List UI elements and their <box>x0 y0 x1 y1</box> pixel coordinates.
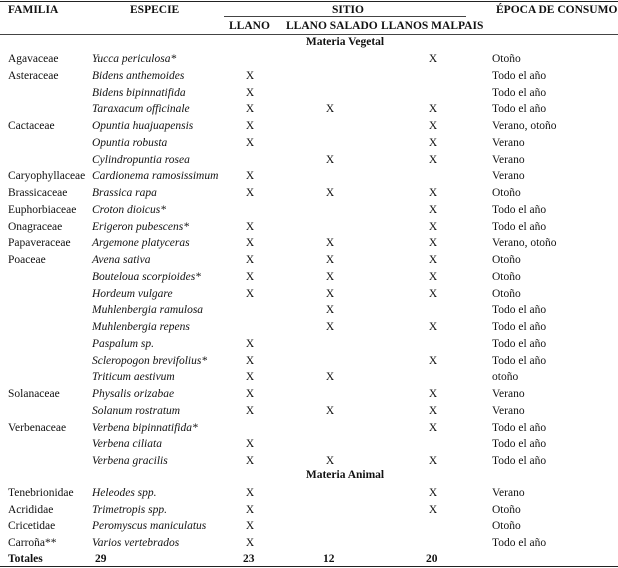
totals-especies: 29 <box>95 553 107 565</box>
salado-mark: X <box>325 371 335 384</box>
llano-mark: X <box>245 388 255 400</box>
llano-mark: X <box>245 69 255 82</box>
epoca-cell: Todo el año <box>492 86 547 99</box>
llano-mark: X <box>245 187 255 199</box>
epoca-cell: Otoño <box>492 53 521 65</box>
familia-cell: Cactaceae <box>8 120 55 132</box>
especie-cell: Physalis orizabae <box>92 388 175 400</box>
familia-cell: Papaveraceae <box>8 237 71 250</box>
salado-mark: X <box>325 103 335 116</box>
totals-salado: 12 <box>323 553 335 565</box>
table-bottom-rule <box>0 566 618 567</box>
familia-cell: Agavaceae <box>8 53 59 65</box>
salado-mark: X <box>325 287 335 300</box>
especie-cell: Heleodes spp. <box>92 487 157 499</box>
epoca-cell: Todo el año <box>492 455 547 467</box>
especie-cell: Cylindropuntia rosea <box>92 153 190 166</box>
especie-cell: Bidens bipinnatifida <box>92 86 186 99</box>
especie-cell: Varios vertebrados <box>92 536 180 549</box>
epoca-cell: Verano, otoño <box>492 237 557 250</box>
sitio-underline <box>224 16 466 17</box>
malpais-mark: X <box>428 136 438 149</box>
malpais-mark: X <box>428 120 438 132</box>
malpais-mark: X <box>428 487 438 499</box>
epoca-cell: Otoño <box>492 503 521 516</box>
header-especie: ESPECIE <box>130 4 180 16</box>
epoca-cell: Verano <box>492 487 525 499</box>
familia-cell: Verbenaceae <box>8 421 67 434</box>
epoca-cell: Otoño <box>492 287 521 300</box>
malpais-mark: X <box>428 287 438 300</box>
epoca-cell: Todo el año <box>492 337 547 350</box>
especie-cell: Solanum rostratum <box>92 404 181 417</box>
malpais-mark: X <box>428 103 438 116</box>
salado-mark: X <box>325 304 335 317</box>
familia-cell: Carroña** <box>8 536 57 549</box>
familia-cell: Tenebrionidae <box>8 487 74 499</box>
familia-cell: Asteraceae <box>8 69 59 82</box>
epoca-cell: Todo el año <box>492 321 547 333</box>
epoca-cell: Todo el año <box>492 536 547 549</box>
section-animal: Materia Animal <box>305 469 385 481</box>
malpais-mark: X <box>428 455 438 467</box>
malpais-mark: X <box>428 354 438 367</box>
header-llanos-malpais: LLANOS MALPAIS <box>381 20 484 32</box>
especie-cell: Erigeron pubescens* <box>92 220 189 233</box>
familia-cell: Acrididae <box>8 503 54 516</box>
epoca-cell: Otoño <box>492 270 521 283</box>
familia-cell: Caryophyllaceae <box>8 170 86 183</box>
llano-mark: X <box>245 220 255 233</box>
llano-mark: X <box>245 86 255 99</box>
especie-cell: Brassica rapa <box>92 187 157 199</box>
llano-mark: X <box>245 337 255 350</box>
epoca-cell: Otoño <box>492 187 521 199</box>
malpais-mark: X <box>428 388 438 400</box>
llano-mark: X <box>245 103 255 116</box>
epoca-cell: Todo el año <box>492 203 547 216</box>
familia-cell: Onagraceae <box>8 220 63 233</box>
header-epoca: ÉPOCA DE CONSUMO <box>496 4 618 16</box>
epoca-cell: Otoño <box>492 254 521 266</box>
totals-label: Totales <box>8 553 43 565</box>
llano-mark: X <box>245 503 255 516</box>
header-familia: FAMILIA <box>8 4 59 16</box>
header-sitio: SITIO <box>332 4 364 16</box>
especie-cell: Verbena bipinnatifida* <box>92 421 198 434</box>
familia-cell: Cricetidae <box>8 520 56 532</box>
especie-cell: Bouteloua scorpioides* <box>92 270 201 283</box>
epoca-cell: Todo el año <box>492 103 547 116</box>
header-llano: LLANO <box>229 20 270 32</box>
malpais-mark: X <box>428 270 438 283</box>
especie-cell: Bidens anthemoides <box>92 69 185 82</box>
especie-cell: Scleropogon brevifolius* <box>92 354 208 367</box>
especie-cell: Peromyscus maniculatus <box>92 520 207 532</box>
especie-cell: Muhlenbergia ramulosa <box>92 304 204 317</box>
malpais-mark: X <box>428 237 438 250</box>
epoca-cell: Otoño <box>492 520 521 532</box>
epoca-cell: Verano, otoño <box>492 120 557 132</box>
malpais-mark: X <box>428 254 438 266</box>
totals-malpais: 20 <box>426 553 438 565</box>
epoca-cell: Todo el año <box>492 438 547 451</box>
especie-cell: Avena sativa <box>92 254 151 266</box>
salado-mark: X <box>325 187 335 199</box>
table-top-rule <box>0 1 618 2</box>
salado-mark: X <box>325 404 335 417</box>
totals-llano: 23 <box>243 553 255 565</box>
malpais-mark: X <box>428 203 438 216</box>
header-llano-salado: LLANO SALADO <box>286 20 378 32</box>
familia-cell: Brassicaceae <box>8 187 68 199</box>
llano-mark: X <box>245 354 255 367</box>
familia-cell: Euphorbiaceae <box>8 203 77 216</box>
epoca-cell: Verano <box>492 153 525 166</box>
malpais-mark: X <box>428 404 438 417</box>
llano-mark: X <box>245 254 255 266</box>
epoca-cell: Todo el año <box>492 69 547 82</box>
llano-mark: X <box>245 170 255 183</box>
llano-mark: X <box>245 520 255 532</box>
epoca-cell: Todo el año <box>492 421 547 434</box>
llano-mark: X <box>245 404 255 417</box>
malpais-mark: X <box>428 421 438 434</box>
llano-mark: X <box>245 438 255 451</box>
salado-mark: X <box>325 153 335 166</box>
epoca-cell: otoño <box>492 371 519 384</box>
familia-cell: Poaceae <box>8 254 46 266</box>
especie-cell: Verbena ciliata <box>92 438 162 451</box>
familia-cell: Solanaceae <box>8 388 60 400</box>
especie-cell: Croton dioicus* <box>92 203 167 216</box>
especie-cell: Triticum aestivum <box>92 371 175 384</box>
malpais-mark: X <box>428 321 438 333</box>
llano-mark: X <box>245 270 255 283</box>
epoca-cell: Verano <box>492 136 525 149</box>
salado-mark: X <box>325 270 335 283</box>
especie-cell: Verbena gracilis <box>92 455 168 467</box>
especie-cell: Paspalum sp. <box>92 337 154 350</box>
salado-mark: X <box>325 321 335 333</box>
malpais-mark: X <box>428 187 438 199</box>
llano-mark: X <box>245 371 255 384</box>
llano-mark: X <box>245 536 255 549</box>
especie-cell: Cardionema ramosissimum <box>92 170 219 183</box>
especie-cell: Opuntia huajuapensis <box>92 120 194 132</box>
epoca-cell: Verano <box>492 170 525 183</box>
llano-mark: X <box>245 487 255 499</box>
llano-mark: X <box>245 287 255 300</box>
especie-cell: Hordeum vulgare <box>92 287 173 300</box>
section-vegetal: Materia Vegetal <box>305 36 385 48</box>
malpais-mark: X <box>428 153 438 166</box>
especie-cell: Muhlenbergia repens <box>92 321 190 333</box>
malpais-mark: X <box>428 503 438 516</box>
header-bottom-rule <box>0 34 618 35</box>
salado-mark: X <box>325 237 335 250</box>
especie-cell: Taraxacum officinale <box>92 103 190 116</box>
epoca-cell: Todo el año <box>492 354 547 367</box>
especie-cell: Opuntia robusta <box>92 136 168 149</box>
llano-mark: X <box>245 120 255 132</box>
salado-mark: X <box>325 254 335 266</box>
epoca-cell: Verano <box>492 388 525 400</box>
salado-mark: X <box>325 455 335 467</box>
malpais-mark: X <box>428 220 438 233</box>
llano-mark: X <box>245 136 255 149</box>
malpais-mark: X <box>428 53 438 65</box>
llano-mark: X <box>245 455 255 467</box>
llano-mark: X <box>245 237 255 250</box>
epoca-cell: Todo el año <box>492 220 547 233</box>
especie-cell: Trimetropis spp. <box>92 503 167 516</box>
especie-cell: Yucca periculosa* <box>92 53 177 65</box>
especie-cell: Argemone platyceras <box>92 237 190 250</box>
epoca-cell: Todo el año <box>492 304 547 317</box>
epoca-cell: Verano <box>492 404 525 417</box>
